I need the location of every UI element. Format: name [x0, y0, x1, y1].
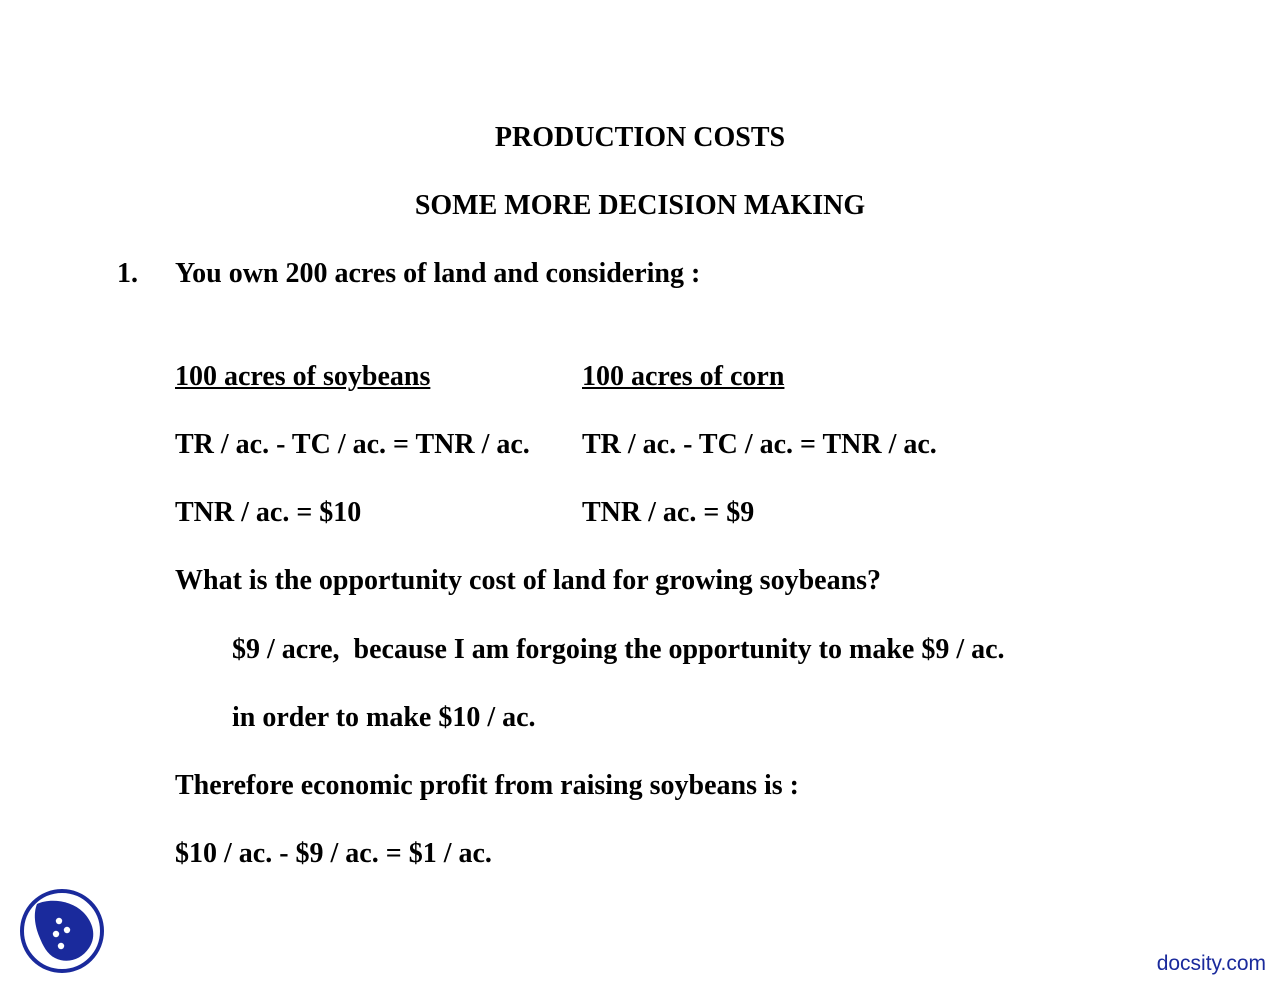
soybeans-formula: TR / ac. - TC / ac. = TNR / ac.: [175, 429, 530, 460]
corn-formula: TR / ac. - TC / ac. = TNR / ac.: [582, 429, 937, 460]
answer-line-1: $9 / acre, because I am forgoing the opportunity to make $9 / ac.: [232, 634, 1005, 665]
page-subtitle: SOME MORE DECISION MAKING: [414, 190, 866, 221]
page-title: PRODUCTION COSTS: [494, 122, 786, 153]
answer-line-2: in order to make $10 / ac.: [232, 702, 536, 733]
docsity-logo-icon[interactable]: [19, 888, 105, 974]
docsity-brand-link[interactable]: docsity.com: [1156, 952, 1266, 975]
conclusion-text: Therefore economic profit from raising soybeans is :: [175, 770, 799, 801]
question-text: What is the opportunity cost of land for growing soybeans?: [175, 565, 882, 596]
soybeans-heading: 100 acres of soybeans: [175, 361, 431, 392]
item-number: 1.: [117, 258, 138, 289]
result-text: $10 / ac. - $9 / ac. = $1 / ac.: [175, 838, 492, 869]
corn-heading: 100 acres of corn: [582, 361, 785, 392]
item-text: You own 200 acres of land and considering :: [175, 258, 701, 289]
soybeans-value: TNR / ac. = $10: [175, 497, 362, 528]
corn-value: TNR / ac. = $9: [582, 497, 755, 528]
